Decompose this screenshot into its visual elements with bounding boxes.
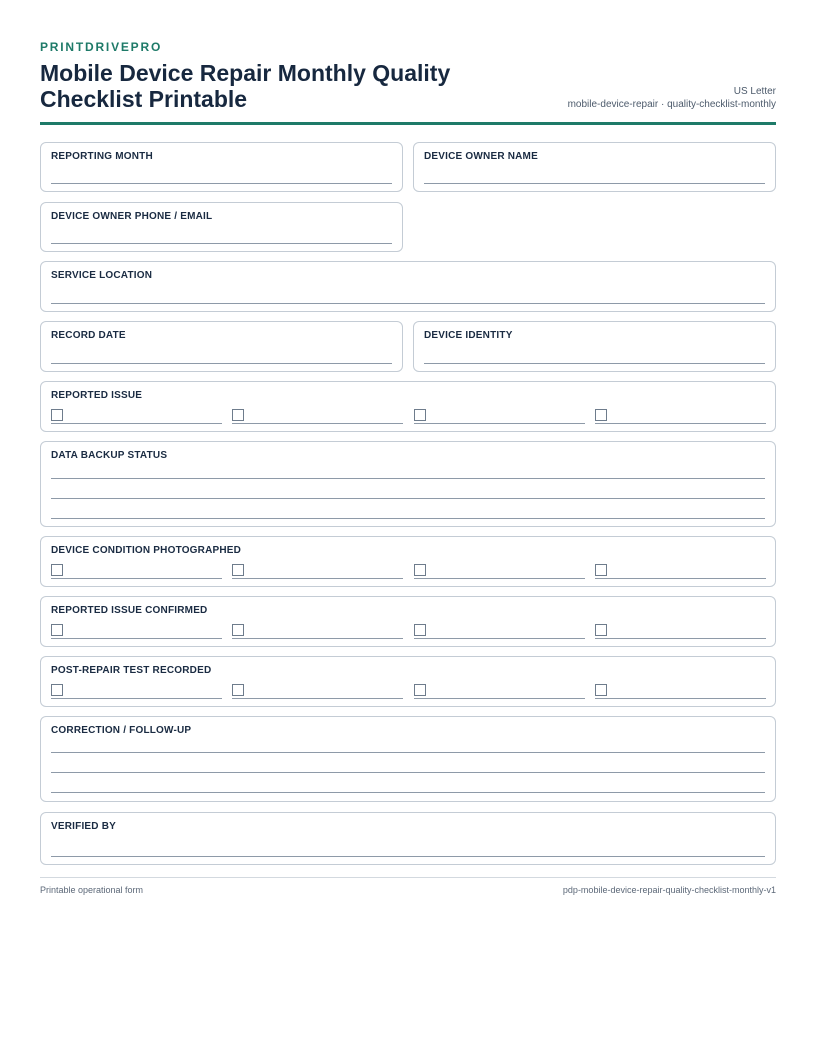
- checkbox-icon[interactable]: [595, 684, 607, 696]
- checkbox-option[interactable]: [414, 564, 585, 579]
- verified-by-input[interactable]: [51, 856, 765, 857]
- checkbox-option[interactable]: [414, 684, 585, 699]
- device-owner-name-input[interactable]: [424, 183, 765, 184]
- correction-follow-up-label: CORRECTION / FOLLOW-UP: [51, 725, 192, 736]
- device-owner-name-label: DEVICE OWNER NAME: [424, 151, 538, 162]
- checkbox-icon[interactable]: [595, 409, 607, 421]
- checkbox-icon[interactable]: [232, 409, 244, 421]
- device-owner-name-field: [413, 142, 776, 192]
- reported-issue-field: [40, 381, 776, 432]
- post-repair-test-recorded-field: [40, 656, 776, 707]
- checkbox-option[interactable]: [232, 624, 403, 639]
- correction-follow-up-line[interactable]: [51, 752, 765, 753]
- data-backup-status-label: DATA BACKUP STATUS: [51, 450, 168, 461]
- checkbox-icon[interactable]: [414, 684, 426, 696]
- checkbox-icon[interactable]: [414, 624, 426, 636]
- header-rule: [40, 122, 776, 125]
- device-owner-contact-input[interactable]: [51, 243, 392, 244]
- reported-issue-confirmed-label: REPORTED ISSUE CONFIRMED: [51, 605, 208, 616]
- checkbox-icon[interactable]: [414, 409, 426, 421]
- reporting-month-label: REPORTING MONTH: [51, 151, 153, 162]
- checkbox-icon[interactable]: [414, 564, 426, 576]
- reported-issue-label: REPORTED ISSUE: [51, 390, 143, 401]
- footer-rule: [40, 877, 776, 878]
- device-owner-contact-field: [40, 202, 403, 252]
- device-owner-contact-label: DEVICE OWNER PHONE / EMAIL: [51, 211, 213, 222]
- device-condition-photographed-field: [40, 536, 776, 587]
- checkbox-option[interactable]: [595, 409, 766, 424]
- service-location-input[interactable]: [51, 303, 765, 304]
- footer-left-text: Printable operational form: [40, 885, 144, 895]
- verified-by-label: VERIFIED BY: [51, 821, 116, 832]
- checkbox-icon[interactable]: [232, 684, 244, 696]
- record-date-label: RECORD DATE: [51, 330, 126, 341]
- correction-follow-up-line[interactable]: [51, 792, 765, 793]
- checkbox-icon[interactable]: [595, 564, 607, 576]
- checkbox-icon[interactable]: [595, 624, 607, 636]
- device-identity-field: [413, 321, 776, 372]
- checkbox-option[interactable]: [232, 564, 403, 579]
- device-identity-input[interactable]: [424, 363, 765, 364]
- checkbox-option[interactable]: [595, 624, 766, 639]
- checkbox-icon[interactable]: [232, 624, 244, 636]
- record-date-field: [40, 321, 403, 372]
- record-date-input[interactable]: [51, 363, 392, 364]
- checkbox-icon[interactable]: [51, 409, 63, 421]
- page-title: Mobile Device Repair Monthly Quality Checklist Printable: [40, 60, 451, 112]
- form-id: pdp-mobile-device-repair-quality-checklist-monthly-v1: [562, 885, 776, 895]
- document-slug: mobile-device-repair · quality-checklist-monthly: [567, 99, 776, 110]
- reported-issue-confirmed-field: [40, 596, 776, 647]
- correction-follow-up-line[interactable]: [51, 772, 765, 773]
- reporting-month-input[interactable]: [51, 183, 392, 184]
- device-condition-photographed-label: DEVICE CONDITION PHOTOGRAPHED: [51, 545, 242, 556]
- brand-name: PRINTDRIVEPRO: [40, 40, 163, 54]
- post-repair-test-recorded-label: POST-REPAIR TEST RECORDED: [51, 665, 212, 676]
- checkbox-icon[interactable]: [51, 624, 63, 636]
- checkbox-option[interactable]: [414, 409, 585, 424]
- checkbox-icon[interactable]: [232, 564, 244, 576]
- checkbox-icon[interactable]: [51, 684, 63, 696]
- checkbox-option[interactable]: [232, 409, 403, 424]
- document-meta: [568, 85, 776, 111]
- correction-follow-up-field: [40, 716, 776, 802]
- checkbox-option[interactable]: [595, 564, 766, 579]
- service-location-field: [40, 261, 776, 312]
- checkbox-option[interactable]: [51, 564, 222, 579]
- paper-size: US Letter: [733, 86, 776, 97]
- verified-by-field: [40, 812, 776, 865]
- data-backup-status-line[interactable]: [51, 478, 765, 479]
- device-identity-label: DEVICE IDENTITY: [424, 330, 513, 341]
- service-location-label: SERVICE LOCATION: [51, 270, 153, 281]
- checkbox-option[interactable]: [51, 409, 222, 424]
- checkbox-icon[interactable]: [51, 564, 63, 576]
- data-backup-status-line[interactable]: [51, 518, 765, 519]
- checkbox-option[interactable]: [51, 684, 222, 699]
- checkbox-option[interactable]: [414, 624, 585, 639]
- reporting-month-field: [40, 142, 403, 192]
- data-backup-status-field: [40, 441, 776, 527]
- checkbox-option[interactable]: [595, 684, 766, 699]
- checkbox-option[interactable]: [51, 624, 222, 639]
- checkbox-option[interactable]: [232, 684, 403, 699]
- data-backup-status-line[interactable]: [51, 498, 765, 499]
